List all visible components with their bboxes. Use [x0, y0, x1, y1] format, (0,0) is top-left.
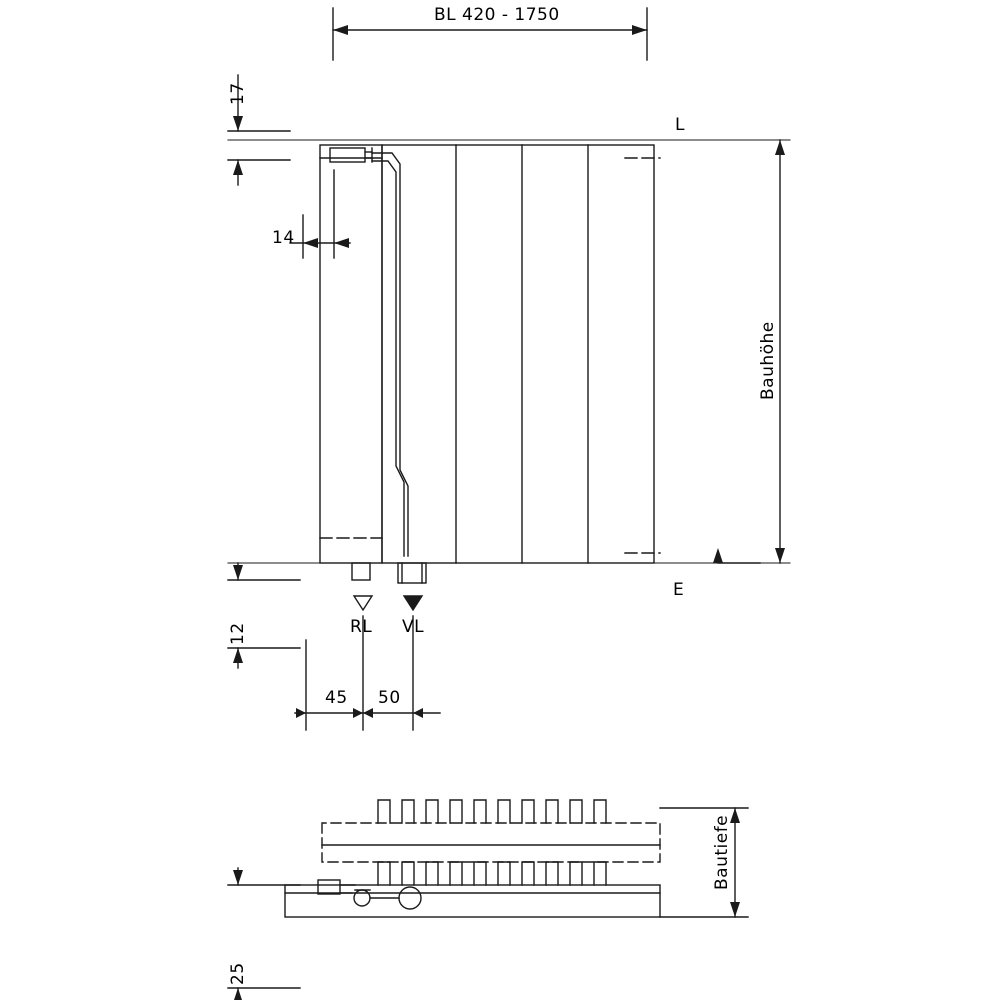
dimension-bautiefe	[660, 808, 748, 917]
section-upper-element	[322, 800, 660, 862]
front-view-panel-body	[382, 145, 654, 563]
label-dim-50: 50	[378, 688, 401, 708]
label-dim-45: 45	[325, 688, 348, 708]
label-dim-14: 14	[272, 228, 295, 248]
internal-pipe	[372, 153, 408, 556]
return-flow-symbol	[354, 596, 372, 610]
label-level-l: L	[675, 115, 685, 135]
label-bl-width: BL 420 - 1750	[434, 5, 560, 25]
return-connector	[352, 563, 370, 580]
label-dim-17: 17	[228, 82, 248, 105]
top-connector-box	[330, 148, 365, 162]
label-supply-flow: VL	[402, 617, 425, 637]
section-middle-fins	[378, 862, 606, 885]
section-lower-body	[285, 880, 660, 917]
label-dim-12: 12	[228, 622, 248, 645]
label-return-flow: RL	[350, 617, 373, 637]
label-bautiefe: Bautiefe	[712, 814, 732, 890]
label-bauhoehe: Bauhöhe	[758, 321, 778, 400]
label-level-e: E	[673, 580, 685, 600]
front-view-left-section	[320, 145, 382, 563]
label-dim-25: 25	[228, 962, 248, 985]
supply-flow-symbol	[404, 596, 422, 610]
